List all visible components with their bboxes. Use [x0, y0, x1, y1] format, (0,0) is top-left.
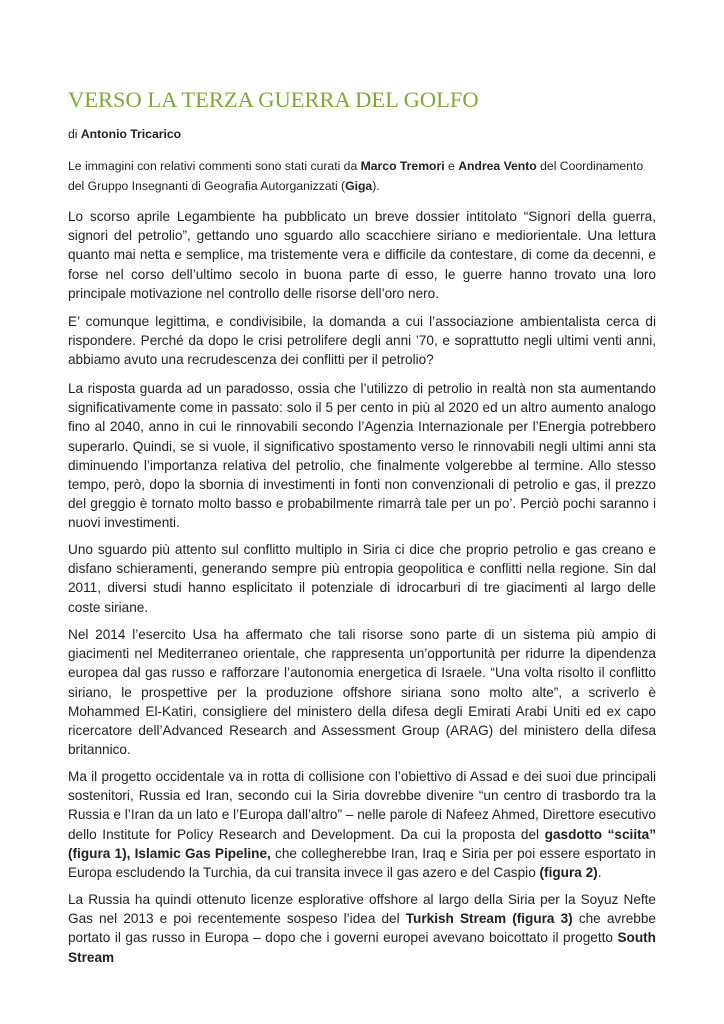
p7-bold-turkish-stream: Turkish Stream (figura 3): [405, 911, 573, 927]
paragraph-1: Lo scorso aprile Legambiente ha pubblicato un breve dossier intitolato “Signori della guerra, signori del petrolio”, gettando uno sguardo allo scacchiere siriano e mediorientale. Una lettura quanto mai netta e semplice, ma tristemente vera e difficile da contestare, di come da decenni, e forse nel corso dell’ultimo secolo in buona parte di esso, le guerre hanno trovato una loro principale motivazione nel controllo delle risorse dell’oro nero.: [68, 209, 656, 301]
image-credits: [68, 157, 658, 196]
p6-text-e: .: [597, 865, 602, 881]
p7-text-c: che avrebbe portato il gas russo in Europa – dopo che i governi europei avevano boicottato il progetto: [68, 911, 656, 946]
credits-text-1: Le immagini con relativi commenti sono stati curati da: [68, 159, 361, 173]
document-title: VERSO LA TERZA GUERRA DEL GOLFO: [68, 87, 479, 112]
credit-name-1: Marco Tremori: [360, 159, 445, 173]
paragraph-4: Uno sguardo più attento sul conflitto multiplo in Siria ci dice che proprio petrolio e gas creano e disfano schieramenti, generando sempre più entropia geopolitica e conflitti nella regione. Sin dal 2011, diversi studi hanno esplicitato il potenziale di idrocarburi di tre giacimenti al largo delle coste siriane.: [68, 542, 656, 615]
author-name: Antonio Tricarico: [80, 127, 182, 141]
paragraph-5: Nel 2014 l’esercito Usa ha affermato che tali risorse sono parte di un sistema più ampio di giacimenti nel Mediterraneo orientale, che rappresenta un’opportunità per ridurre la dipendenza europea dal gas russo e rafforzare l’autonomia energetica di Israele. “Una volta risolto il conflitto siriano, le prospettive per la produzione offshore siriana sono molto alte”, a scriverlo è Mohammed El-Katiri, consigliere del ministero della difesa degli Emirati Arabi Uniti ed ex capo ricercatore dell’Advanced Research and Assessment Group (ARAG) del ministero della difesa britannico.: [68, 627, 656, 758]
credit-giga: Giga: [345, 178, 373, 193]
byline: [68, 125, 668, 143]
p6-bold-pipeline: Islamic Gas Pipeline,: [134, 845, 271, 861]
byline-prefix: di: [68, 127, 81, 141]
paragraph-3: La risposta guarda ad un paradosso, ossia che l’utilizzo di petrolio in realtà non sta aumentando significativamente come in passato: solo il 5 per cento in più al 2020 ed un altro aumento analogo fino al 2040, anno in cui le rinnovabili secondo l’Agenzia Internazionale per l’Energia potrebbero superarlo. Quindi, se si vuole, il significativo spostamento verso le rinnovabili negli ultimi anni sta diminuendo l’importanza relativa del petrolio, che finalmente volgerebbe al termine. Allo stesso tempo, però, dopo la sbornia di investimenti in fonti non convenzionali di petrolio e gas, il prezzo del greggio è tornato molto basso e probabilmente rimarrà tale per un po’. Perciò pochi saranno i nuovi investimenti.: [68, 381, 656, 531]
paragraph-2: E’ comunque legittima, e condivisibile, la domanda a cui l’associazione ambientalista cerca di rispondere. Perché da dopo le crisi petrolifere degli anni ’70, e soprattutto negli ultimi venti anni, abbiamo avuto una recrudescenza dei conflitti per il petrolio?: [68, 314, 656, 368]
p7-bold-south-stream: South Stream: [68, 930, 656, 965]
credits-text-2: e: [444, 159, 459, 173]
p6-bold-gasdotto: gasdotto “sciita” (figura 1),: [68, 826, 656, 861]
p6-bold-figura2: (figura 2): [539, 865, 598, 881]
paragraph-6: [68, 767, 656, 882]
p6-text-d: che collegherebbe Iran, Iraq e Siria per poi essere esportato in Europa escludendo la Turchia, da cui transita invece il gas azero e del Caspio: [68, 845, 656, 881]
credits-text-4: ).: [372, 178, 380, 193]
credit-name-2: Andrea Vento: [458, 159, 537, 173]
paragraph-7: [68, 890, 656, 967]
p7-text-a: La Russia ha quindi ottenuto licenze esplorative offshore al largo della Siria per la Soyuz Nefte Gas nel 2013 e poi recentemente sospeso l’idea del: [68, 892, 656, 927]
credits-text-3: del Coordinamento del Gruppo Insegnanti di Geografia Autorganizzati (: [68, 159, 644, 193]
p6-text-a: Ma il progetto occidentale va in rotta di collisione con l’obiettivo di Assad e dei suoi due principali sostenitori, Russia ed Iran, secondo cui la Siria dovrebbe divenire “un centro di trasbordo tra la Russia e l’Iran da un lato e l’Europa dall’altro” – nelle parole di Nafeez Ahmed, Direttore esecutivo dello Institute for Policy Research and Development. Da cui la proposta del: [68, 769, 656, 842]
